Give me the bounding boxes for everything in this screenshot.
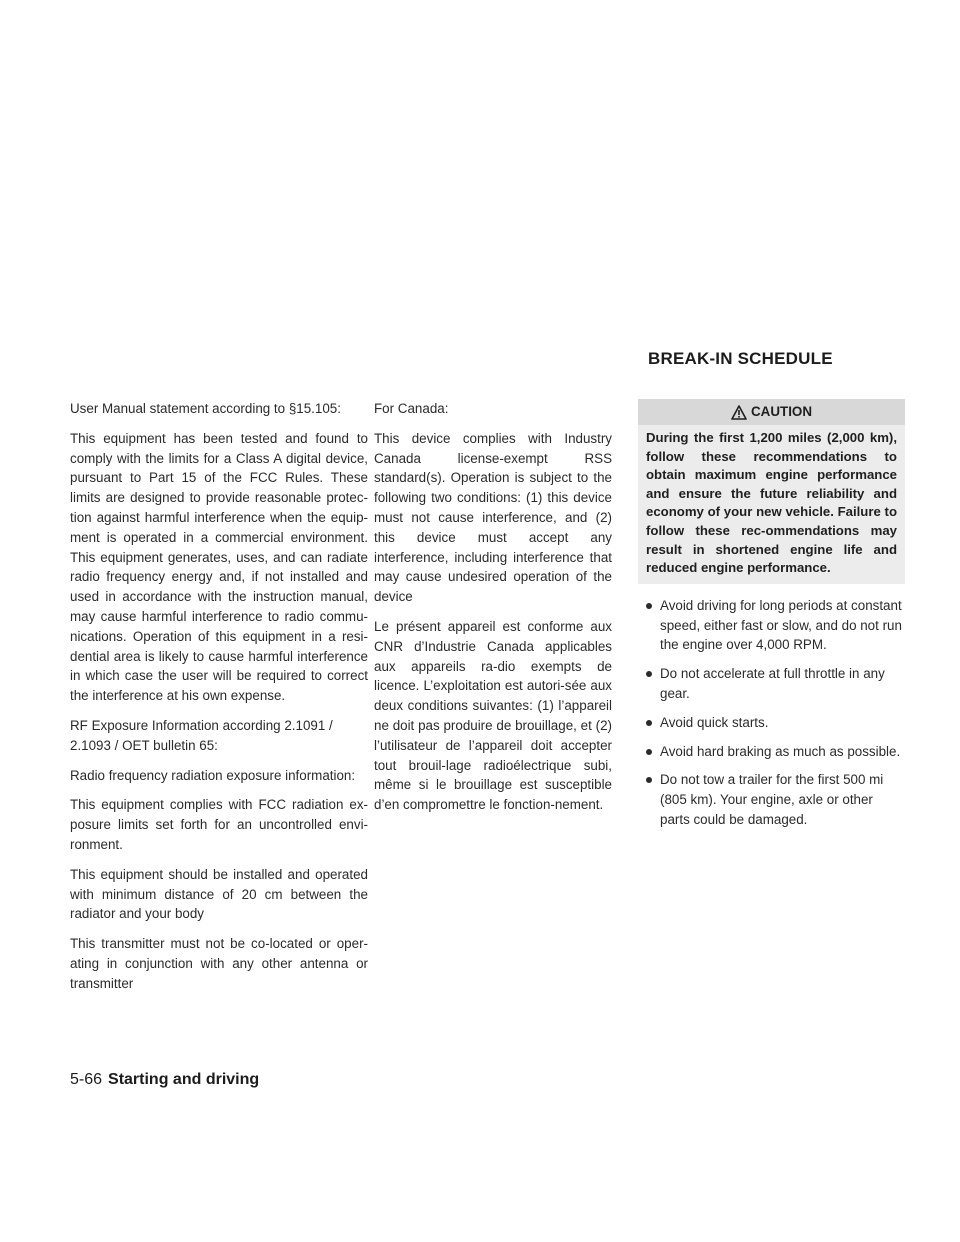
- page-number: 5-66: [70, 1071, 103, 1088]
- industry-canada-paragraph: This device complies with Industry Canada license-exempt RSS standard(s). Operation is subject to the following two conditions: (1) this device must not cause interference, and (2) this device must accept any interference, including interference that may cause undesired operation of the device: [374, 430, 612, 605]
- break-in-schedule-title: BREAK-IN SCHEDULE: [648, 349, 833, 368]
- rf-exposure-heading: RF Exposure Information according 2.1091 / 2.1093 / OET bulletin 65:: [70, 717, 333, 753]
- page-footer: [70, 1071, 259, 1089]
- rf-exposure-info: Radio frequency radiation exposure information:: [70, 767, 356, 783]
- section-name: Starting and driving: [108, 1071, 260, 1088]
- min-distance-paragraph: This equipment should be installed and operated with minimum distance of 20 cm between the radiator and your body: [70, 866, 368, 922]
- french-canada-paragraph: Le présent appareil est conforme aux CNR d’Industrie Canada applicables aux appareils ra-dio exempts de licence. L’exploitation est autori-sée aux deux conditions suivantes: (1) l’appareil ne doit pas produire de brouillage, et (2) l’utilisateur de l’appareil doit accepter tout brouil-lage radioélectrique subi, même si le brouillage est susceptible d’en compromettre le fonction-nement.: [374, 618, 612, 813]
- list-item: Do not accelerate at full throttle in any gear.: [638, 664, 905, 704]
- fcc-limits-paragraph: This equipment complies with FCC radiation ex-posure limits set forth for an uncontrolled envi-ronment.: [70, 797, 368, 852]
- bullet-icon: [646, 777, 652, 783]
- caution-text: During the first 1,200 miles (2,000 km), follow these recommendations to obtain maximum engine performance and ensure the future reliability and economy of your new vehicle. Failure to follow these rec-ommendations may result in shortened engine life and reduced engine performance.: [638, 425, 905, 584]
- caution-box: [638, 399, 905, 584]
- list-item: Avoid quick starts.: [638, 713, 905, 733]
- co-location-paragraph: This transmitter must not be co-located or oper-ating in conjunction with any other antenna or transmitter: [70, 936, 368, 991]
- middle-column: [374, 399, 612, 825]
- fcc-statement-heading: User Manual statement according to §15.105:: [70, 401, 341, 416]
- break-in-bullet-list: [638, 596, 905, 830]
- list-item: Do not tow a trailer for the first 500 mi (805 km). Your engine, axle or other parts could be damaged.: [638, 770, 905, 829]
- left-column: [70, 399, 368, 1004]
- list-item: Avoid driving for long periods at constant speed, either fast or slow, and do not run the engine over 4,000 RPM.: [638, 596, 905, 655]
- bullet-icon: [646, 720, 652, 726]
- canada-heading: For Canada:: [374, 401, 449, 416]
- caution-header: [638, 399, 905, 425]
- bullet-icon: [646, 603, 652, 609]
- right-column: [638, 399, 905, 839]
- bullet-icon: [646, 749, 652, 755]
- bullet-icon: [646, 671, 652, 677]
- warning-triangle-icon: [731, 405, 747, 420]
- fcc-class-a-paragraph: This equipment has been tested and found to comply with the limits for a Class A digital device, pursuant to Part 15 of the FCC Rules. These limits are designed to provide reasonable protec-tion against harmful interference when the equip-ment is operated in a commercial environment. This equipment generates, uses, and can radiate radio frequency energy and, if not installed and used in accordance with the instruction manual, may cause harmful interference to radio commu-nications. Operation of this equipment in a resi-dential area is likely to cause harmful interference in which case the user will be required to correct the interference at his own expense.: [70, 430, 368, 704]
- caution-label: CAUTION: [751, 404, 812, 420]
- list-item: Avoid hard braking as much as possible.: [638, 742, 905, 762]
